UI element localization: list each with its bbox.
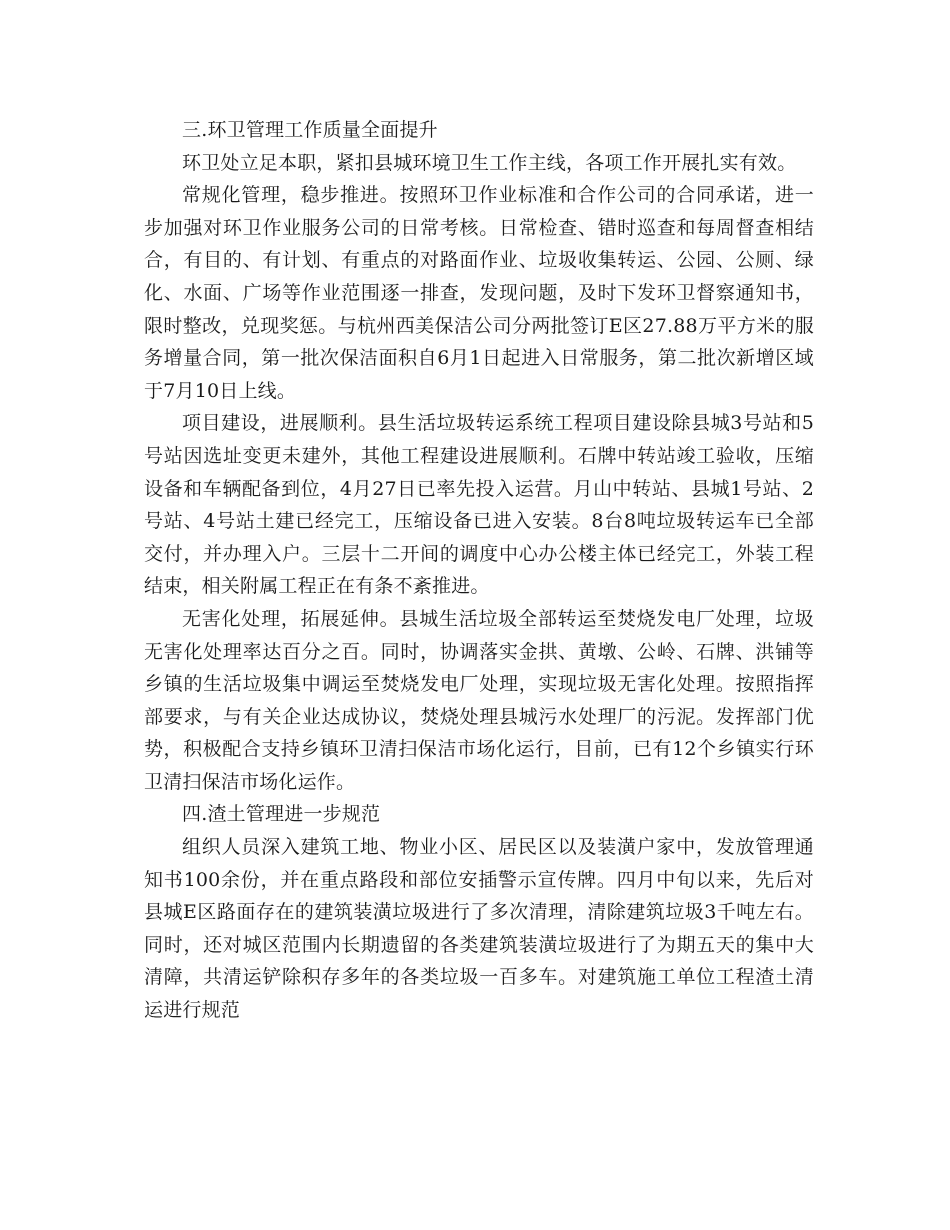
paragraph-routine-management: 常规化管理，稳步推进。按照环卫作业标准和合作公司的合同承诺，进一步加强对环卫作业服务公司的日常考核。日常检查、错时巡查和每周督查相结合，有目的、有计划、有重点的对路面作业、垃圾收集转运、公园、公厕、绿化、水面、广场等作业范围逐一排查，发现问题，及时下发环卫督察通知书，限时整改，兑现奖惩。与杭州西美保洁公司分两批签订E区27.88万平方米的服务增量合同，第一批次保洁面积自6月1日起进入日常服务，第二批次新增区域于7月10日上线。: [144, 184, 814, 402]
section-heading-3: 三.环卫管理工作质量全面提升: [182, 119, 438, 141]
document-body: [144, 114, 814, 1027]
paragraph-project-construction: 项目建设，进展顺利。县生活垃圾转运系统工程项目建设除县城3号站和5号站因选址变更未建外，其他工程建设进展顺利。石牌中转站竣工验收，压缩设备和车辆配备到位，4月27日已率先投入运营。月山中转站、县城1号站、2号站、4号站土建已经完工，压缩设备已进入安装。8台8吨垃圾转运车已全部交付，并办理入户。三层十二开间的调度中心办公楼主体已经完工，外装工程结束，相关附属工程正在有条不紊推进。: [144, 412, 814, 598]
paragraph-harmless-treatment: 无害化处理，拓展延伸。县城生活垃圾全部转运至焚烧发电厂处理，垃圾无害化处理率达百分之百。同时，协调落实金拱、黄墩、公岭、石牌、洪铺等乡镇的生活垃圾集中调运至焚烧发电厂处理，实现垃圾无害化处理。按照指挥部要求，与有关企业达成协议，焚烧处理县城污水处理厂的污泥。发挥部门优势，积极配合支持乡镇环卫清扫保洁市场化运行，目前，已有12个乡镇实行环卫清扫保洁市场化运作。: [144, 607, 814, 793]
paragraph-intro: 环卫处立足本职，紧扣县城环境卫生工作主线，各项工作开展扎实有效。: [182, 151, 797, 174]
section-heading-4: 四.渣土管理进一步规范: [182, 803, 381, 826]
paragraph-muck-management: 组织人员深入建筑工地、物业小区、居民区以及装潢户家中，发放管理通知书100余份，并在重点路段和部位安插警示宣传牌。四月中旬以来，先后对县城E区路面存在的建筑装潢垃圾进行了多次清理，清除建筑垃圾3千吨左右。同时，还对城区范围内长期遗留的各类建筑装潢垃圾进行了为期五天的集中大清障，共清运铲除积存多年的各类垃圾一百多车。对建筑施工单位工程渣土清运进行规范: [144, 836, 814, 1022]
